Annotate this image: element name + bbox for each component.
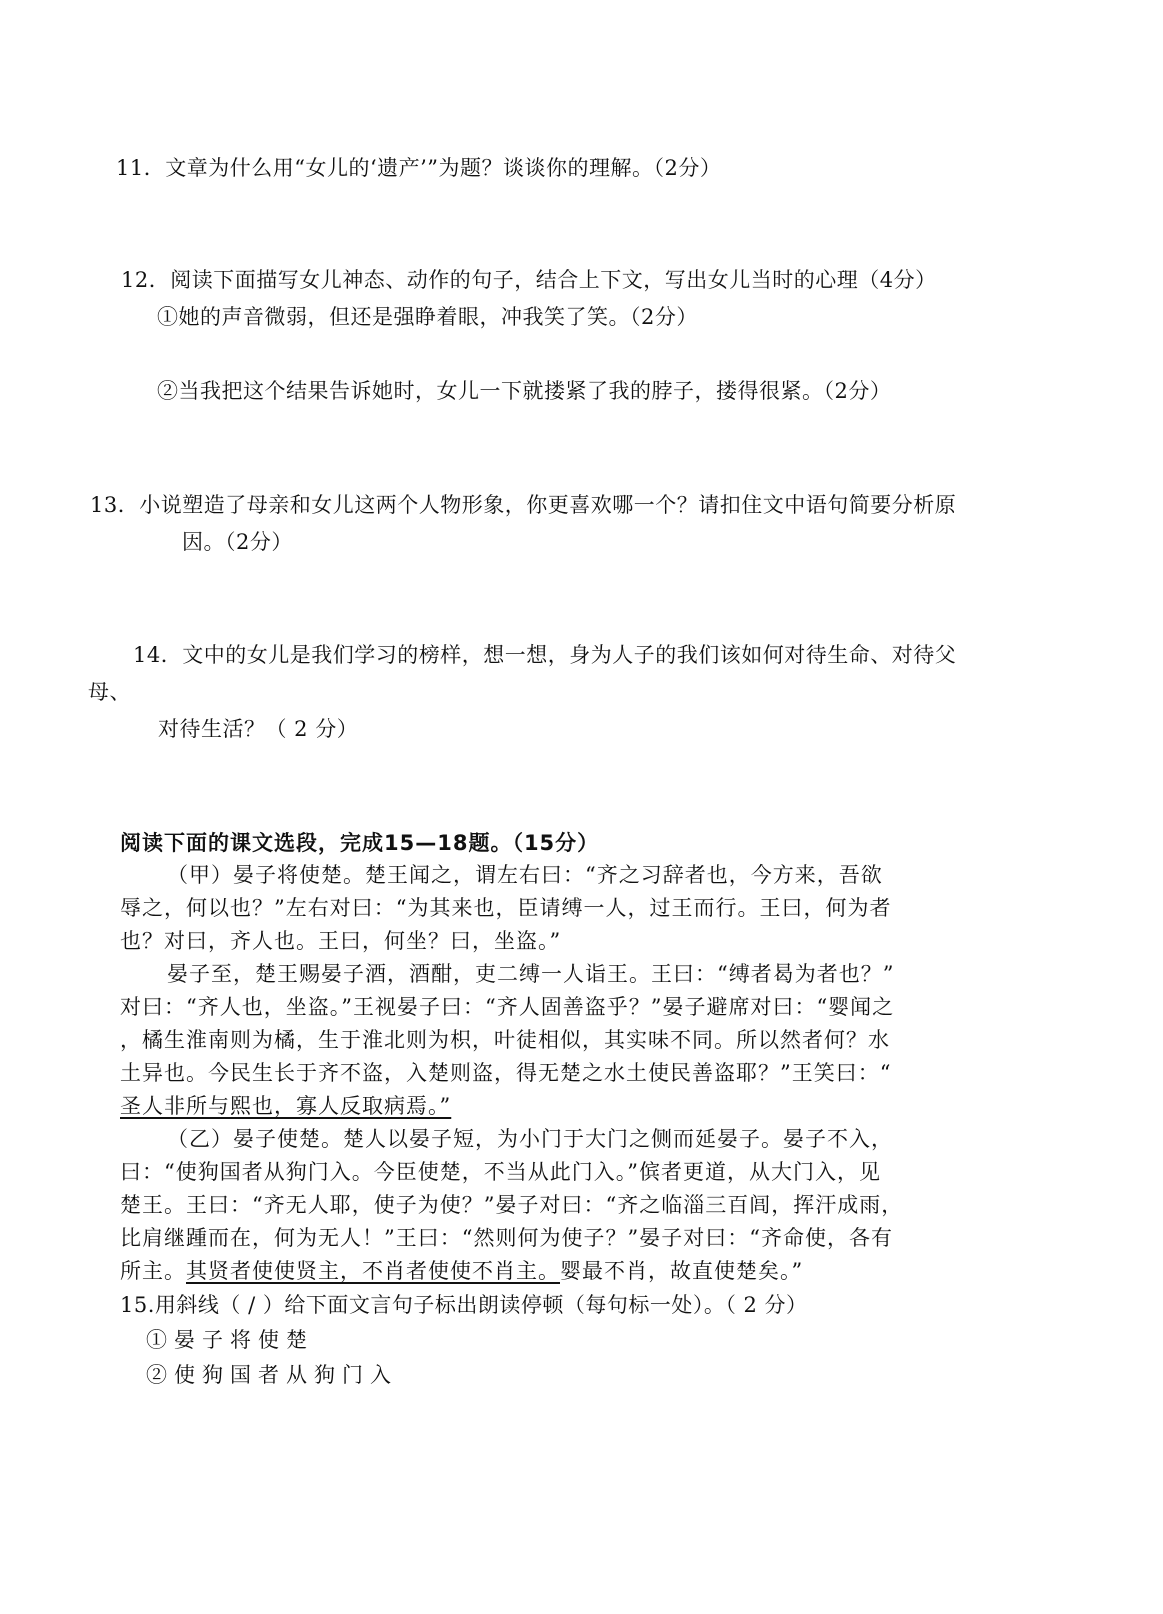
question-11: 11．文章为什么用“女儿的‘遗产’”为题？谈谈你的理解。（2分）: [116, 156, 722, 180]
question-13-line-1: 13．小说塑造了母亲和女儿这两个人物形象，你更喜欢哪一个？请扣住文中语句简要分析原: [90, 493, 957, 517]
passage-yi-text: 所主。: [120, 1259, 186, 1283]
passage-yi-line: （乙）晏子使楚。楚人以晏子短，为小门于大门之侧而延晏子。晏子不入，: [167, 1127, 893, 1151]
passage-jia-line: 对曰：“齐人也，坐盗。”王视晏子曰：“齐人固善盗乎？”晏子避席对曰：“婴闻之: [120, 995, 895, 1019]
question-14-line-3: 对待生活？（ 2 分）: [158, 717, 359, 741]
passage-yi-underlined-sentence: 其贤者使使贤主，不肖者使使不肖主。: [186, 1259, 560, 1283]
passage-yi-last-line: [120, 1256, 803, 1286]
question-13-line-2: 因。（2分）: [182, 530, 293, 554]
question-15-stem: 15.用斜线（ / ）给下面文言句子标出朗读停顿（每句标一处）。（ 2 分）: [120, 1293, 808, 1317]
question-14-line-2: 母、: [88, 680, 131, 704]
question-12-item-1: ①她的声音微弱，但还是强睁着眼，冲我笑了笑。（2分）: [157, 305, 698, 329]
passage-jia-line: （甲）晏子将使楚。楚王闻之，谓左右曰：“齐之习辞者也，今方来，吾欲: [167, 863, 883, 887]
question-12-stem: 12．阅读下面描写女儿神态、动作的句子，结合上下文，写出女儿当时的心理（4分）: [121, 268, 937, 292]
passage-jia-line: ，橘生淮南则为橘，生于淮北则为枳，叶徒相似，其实味不同。所以然者何？水: [120, 1028, 890, 1052]
question-15-item-1: ①晏子将使楚: [146, 1328, 314, 1352]
passage-jia-line: 土异也。今民生长于齐不盗，入楚则盗，得无楚之水土使民善盗耶？”王笑曰：“: [120, 1061, 892, 1085]
passage-jia-line: 也？对曰，齐人也。王曰，何坐？曰，坐盗。”: [120, 929, 562, 953]
question-12-item-2: ②当我把这个结果告诉她时，女儿一下就搂紧了我的脖子，搂得很紧。（2分）: [157, 379, 892, 403]
passage-yi-line: 比肩继踵而在，何为无人！”王曰：“然则何为使子？”晏子对曰：“齐命使，各有: [120, 1226, 893, 1250]
passage-yi-line: 楚王。王曰：“齐无人耶，使子为使？”晏子对曰：“齐之临淄三百闾，挥汗成雨，: [120, 1193, 904, 1217]
passage-jia-underlined-line: 圣人非所与熙也，寡人反取病焉。”: [120, 1094, 452, 1118]
passage-jia-line: 辱之，何以也？”左右对曰：“为其来也，臣请缚一人，过王而行。王曰，何为者: [120, 896, 892, 920]
question-15-item-2: ②使狗国者从狗门入: [146, 1363, 398, 1387]
reading-heading: 阅读下面的课文选段，完成15—18题。（15分）: [120, 831, 600, 855]
passage-yi-text: 婴最不肖，故直使楚矣。”: [560, 1259, 804, 1283]
question-14-line-1: 14．文中的女儿是我们学习的榜样，想一想，身为人子的我们该如何对待生命、对待父: [133, 643, 957, 667]
passage-yi-line: 曰：“使狗国者从狗门入。今臣使楚，不当从此门入。”傧者更道，从大门入，见: [120, 1160, 881, 1184]
passage-jia-line: 晏子至，楚王赐晏子酒，酒酣，吏二缚一人诣王。王曰：“缚者曷为者也？”: [167, 962, 895, 986]
